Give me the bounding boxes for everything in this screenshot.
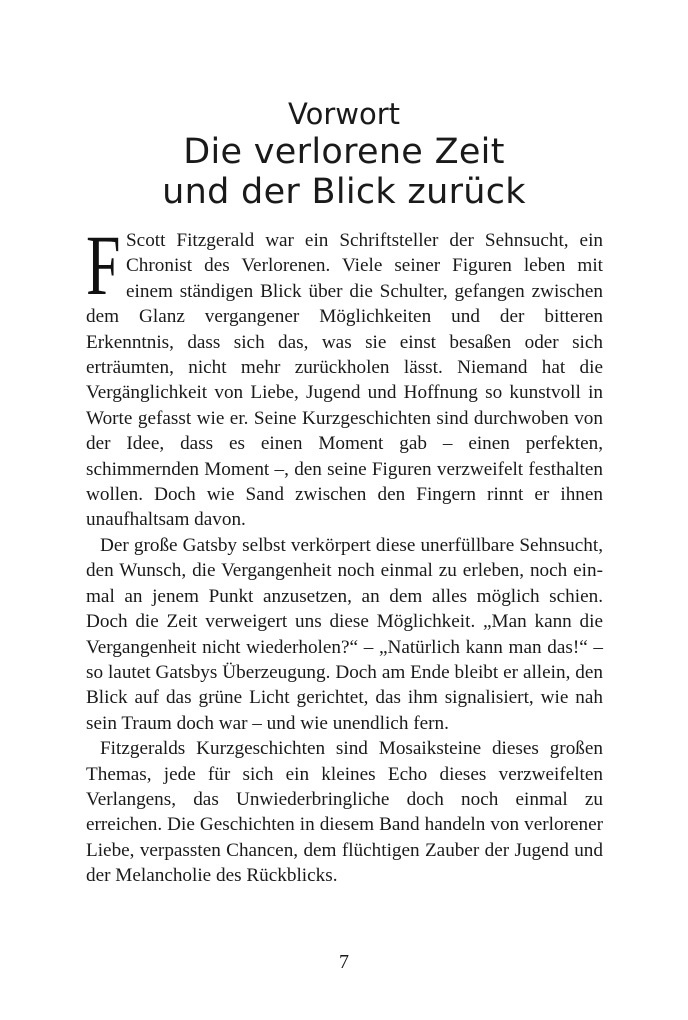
chapter-kicker: Vorwort <box>287 97 400 131</box>
drop-cap: F <box>86 217 121 313</box>
page-number: 7 <box>339 951 349 973</box>
chapter-title-line-1: Die verlorene Zeit <box>183 132 505 172</box>
paragraph-2: Der große Gatsby selbst verkörpert diese unerfüllbare Sehnsucht, den Wunsch, die Vergangenheit noch einmal zu erleben, noch einmal an jenem Punkt anzusetzen, an dem alles möglich schien. Doch die Zeit verweigert uns diese Möglichkeit. „Man kann die Vergangenheit nicht wiederholen?“ – „Natürlich kann man das!“ – so lautet Gatsbys Überzeugung. Doch am Ende bleibt er allein, den Blick auf das grüne Licht gerichtet, das ihm signalisiert, wie nah sein Traum doch war – und wie unendlich fern. <box>86 534 603 734</box>
paragraph-3: Fitzgeralds Kurzgeschichten sind Mosaiksteine dieses großen Themas, jede für sich ein kleines Echo dieses verzweifelten Verlangens, das Unwiederbringliche doch noch einmal zu erreichen. Die Geschichten in diesem Band handeln von verlorener Liebe, verpassten Chancen, dem flüchtigen Zauber der Jugend und der Melancholie des Rückblicks. <box>86 738 603 887</box>
chapter-title-line-2: und der Blick zurück <box>162 172 526 212</box>
paragraph-1-text: Scott Fitzgerald war ein Schriftsteller der Sehnsucht, ein Chronist des Verlorenen. Viele seiner Figuren leben mit einem ständigen Blick über die Schulter, gefangen zwischen dem Glanz vergangener Möglichkeiten und der bitteren Erkenntnis, dass sich das, was sie einst besaßen oder sich erträumten, nicht mehr zurückholen lässt. Niemand hat die Vergänglichkeit von Liebe, Jugend und Hoffnung so kunstvoll in Worte gefasst wie er. Seine Kurzgeschichten sind durchwoben von der Idee, dass es einen Moment gab – einen perfekten, schimmernden Moment –, den seine Figuren verzweifelt festhalten wollen. Doch wie Sand zwischen den Fingern rinnt er ihnen unaufhaltsam davon. <box>86 230 603 531</box>
paragraph-1 <box>86 217 603 533</box>
body-text <box>86 217 603 889</box>
